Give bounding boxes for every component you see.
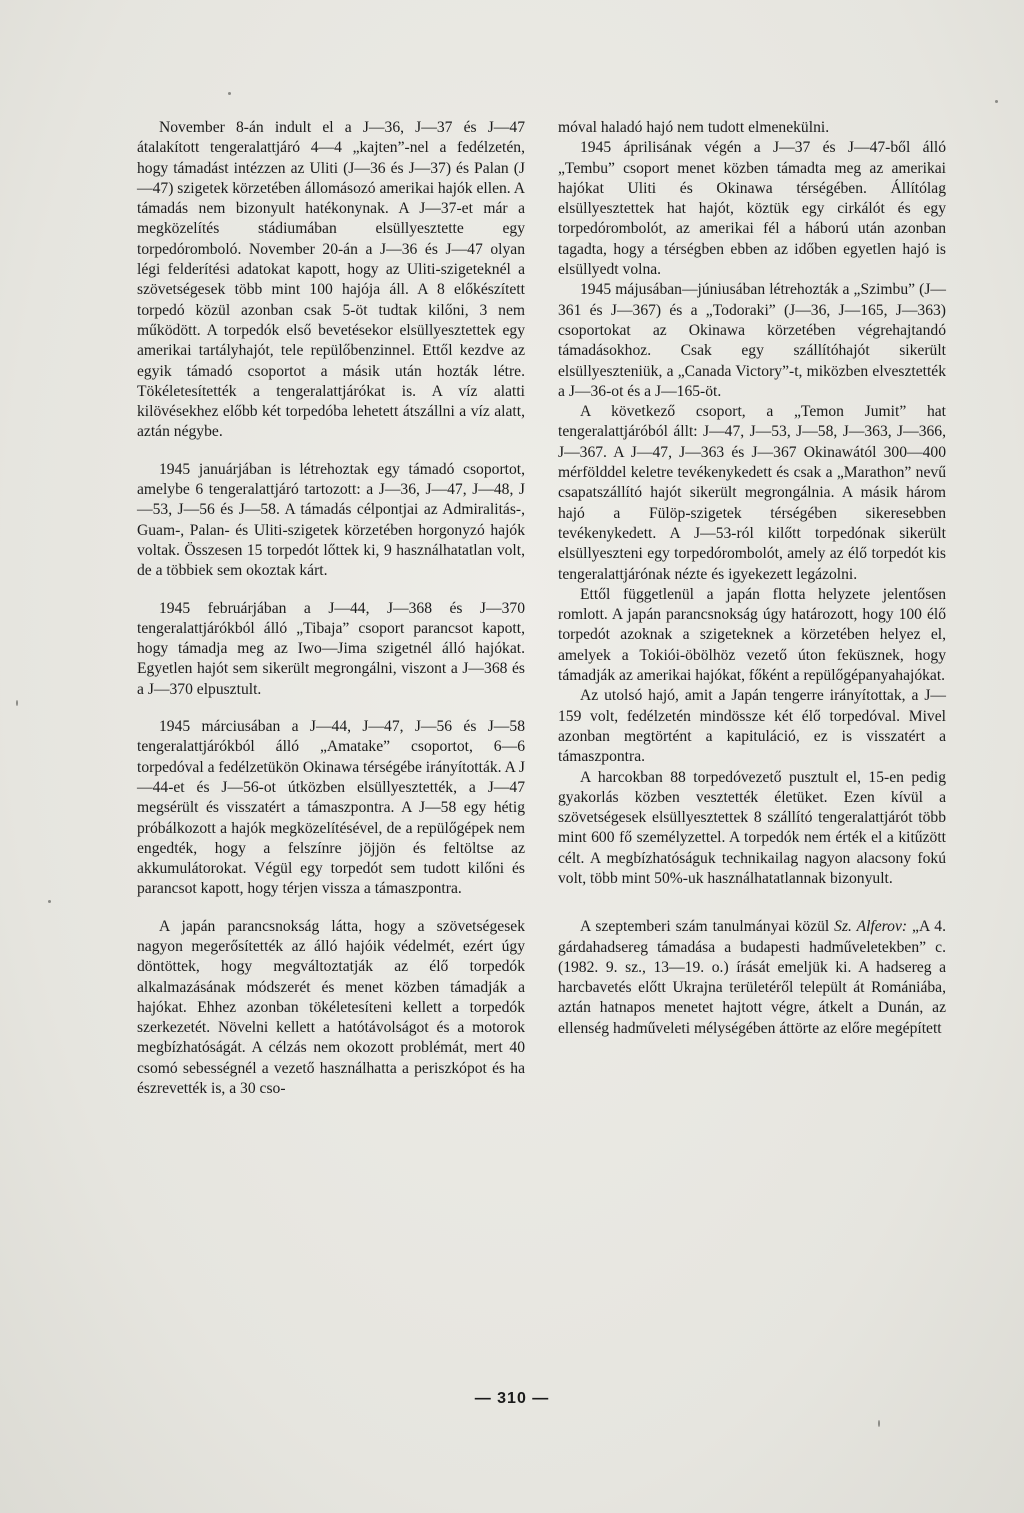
paragraph: Az utolsó hajó, amit a Japán tengerre irányítottak, a J—159 volt, fedélzetén mindössze két élő torpedóval. Mivel azonban megtörtént a kapituláció, ez is visszatért a támaszpontra. (558, 687, 946, 766)
paragraph: A harcokban 88 torpedóvezető pusztult el, 15-en pedig gyakorlás közben vesztették életüket. Ezen kívül a szövetségesek elsüllyesztettek 8 szállító tengeralattjárót több mint 600 fő személyzettel. A torpedók nem érték el a kitűzött célt. A megbízhatóságuk technikailag nagyon alacsony fokú volt, több mint 50%-uk használhatatlannak bizonyult. (558, 768, 946, 887)
right-column (558, 118, 946, 1039)
paragraph: 1945 februárjában a J—44, J—368 és J—370 tengeralattjárókból álló „Tibaja” csoport parancsot kapott, hogy támadja meg az Iwo—Jima szigetnél álló hajókat. Egyetlen hajót sem sikerült megrongálni, viszont a J—368 és a J—370 elpusztult. (137, 599, 525, 698)
left-column (137, 118, 525, 1099)
paragraph: Ettől függetlenül a japán flotta helyzete jelentősen romlott. A japán parancsnokság úgy határozott, hogy 100 élő torpedót azoknak a szigeteknek a körzetében helyez el, amelyek a Tokiói-öbölhöz vezető úton feküsznek, hogy támadják az amerikai hajókat, főként a repülőgépanyahajókat. (558, 585, 946, 685)
page-number: — 310 — (474, 1390, 550, 1407)
paragraph: A japán parancsnokság látta, hogy a szövetségesek nagyon megerősítették az álló hajóik védelmét, ezért úgy döntöttek, hogy megváltoztatják az élő torpedók alkalmazásának módszerét és menet közben támadják a hajókat. Ehhez azonban tökéletesíteni kellett a torpedók szerkezetét. Növelni kellett a hatótávolságot és a motorok megbízhatóságát. A célzás nem okozott problémát, mert 40 csomó sebességnél a vezető használhatta a periszkópot és ha észrevették is, a 30 cso- (137, 917, 525, 1098)
paragraph-continued: móval haladó hajó nem tudott elmenekülni. (558, 119, 830, 136)
paragraph: 1945 januárjában is létrehoztak egy támadó csoportot, amelybe 6 tengeralattjáró tartozott: a J—36, J—47, J—48, J—53, J—56 és J—58. A támadás célpontjai az Admiralitás-, Guam-, Palan- és Uliti-szigetek körzetében horgonyzó hajók voltak. Összesen 15 torpedót lőttek ki, 9 használhatatlan volt, de a többiek sem okoztak kárt. (137, 460, 525, 580)
paragraph: 1945 márciusában a J—44, J—47, J—56 és J—58 tengeralattjárókból álló „Amatake” csoportot, 6—6 torpedóval a fedélzetükön Okinawa térségébe irányították. A J—44-et és J—56-ot útközben elsüllyesztették, a J—47 megsérült és visszatért a támaszpontra. A J—58 egy hétig próbálkozott a hajók megközelítésével, de a repülőgépek nem engedték, hogy a felszínre jöjjön és feltöltse az akkumulátorokat. Végül egy torpedót sem tudott kilőni és parancsot kapott, hogy térjen vissza a támaszpontra. (137, 718, 525, 898)
scan-speck (16, 700, 18, 706)
scan-speck (228, 92, 231, 95)
review-intro: A szeptemberi szám tanulmányai közül (580, 918, 835, 936)
scan-speck (995, 100, 998, 103)
scan-speck (878, 1420, 880, 1427)
paragraph: November 8-án indult el a J—36, J—37 és J—47 átalakított tengeralattjáró 4—4 „kajten”-nel a fedélzetén, hogy támadást intézzen az Uliti (J—36 és J—37) és Palan (J—47) szigetek körzetében állomásozó amerikai hajók ellen. A támadás nem bizonyult hatékonynak. A J—37-et már a megközelítés stádiumában elsüllyesztette egy torpedóromboló. November 20-án a J—36 és J—47 olyan légi felderítési adatokat kapott, hogy az Uliti-szigeteknél a szövetségesek több mint 100 hajója áll. A 8 előkészített torpedó közül azonban csak 5-öt tudtak kilőni, 3 nem működött. A torpedók első bevetésekor elsüllyesztettek egy amerikai tartályhajót, tele repülőbenzinnel. Ettől kezdve az egyik támadó csoportot a másik után hozták létre. Tökéletesítették a tengeralattjárókat is. A víz alatti kilövésekhez előbb két torpedóba lehetett átszállni a víz alatt, aztán négybe. (137, 119, 525, 441)
paragraph: 1945 áprilisának végén a J—37 és J—47-ből álló „Tembu” csoport menet közben támadta meg az amerikai hajókat Uliti és Okinawa térségében. Állítólag elsüllyesztettek hat hajót, köztük egy cirkálót és egy torpedórombolót, az amerikai fél a háború után azonban tagadta, hogy a térségben ebben az időben egyetlen hajó is elsüllyedt volna. (558, 139, 946, 279)
author-name: Sz. Alferov: (834, 918, 908, 936)
review-paragraph (558, 917, 946, 1039)
paragraph: A következő csoport, a „Temon Jumit” hat tengeralattjáróból állt: J—47, J—53, J—58, J—363, J—366, J—367. A J—47, J—363 és J—367 Okinawától 300—400 mérfölddel keletre tevékenykedett és csak a „Marathon” nevű csapatszállító hajót sikerült megrongálnia. A másik három hajó a Fülöp-szigetek térségében sikeresebben tevékenykedett. A J—53-ról kilőtt torpedónak sikerült elsüllyeszteni egy torpedórombolót, amely az élő torpedót kis tengeralattjárónak nézte és igyekezett legázolni. (558, 403, 946, 583)
paragraph: 1945 májusában—júniusában létrehozták a „Szimbu” (J—361 és J—367) és a „Todoraki” (J—36, J—165, J—363) csoportokat az Okinawa körzetében végrehajtandó támadásokhoz. Csak egy szállítóhajót sikerült elsüllyeszteniük, a „Canada Victory”-t, miközben elvesztették a J—36-ot és a J—165-öt. (558, 281, 946, 400)
review-body: „A 4. gárdahadsereg támadása a budapesti hadműveletekben” c. (1982. 9. sz., 13—19. o.) írását emeljük ki. A hadsereg a harcbavetés előtt Ukrajna területéről települt át Romániába, aztán hatnapos menetet hajtott végre, átkelt a Dunán, az ellenség hadműveleti mélységében áttörte az előre megépített (558, 918, 946, 1037)
scan-speck (48, 900, 51, 903)
